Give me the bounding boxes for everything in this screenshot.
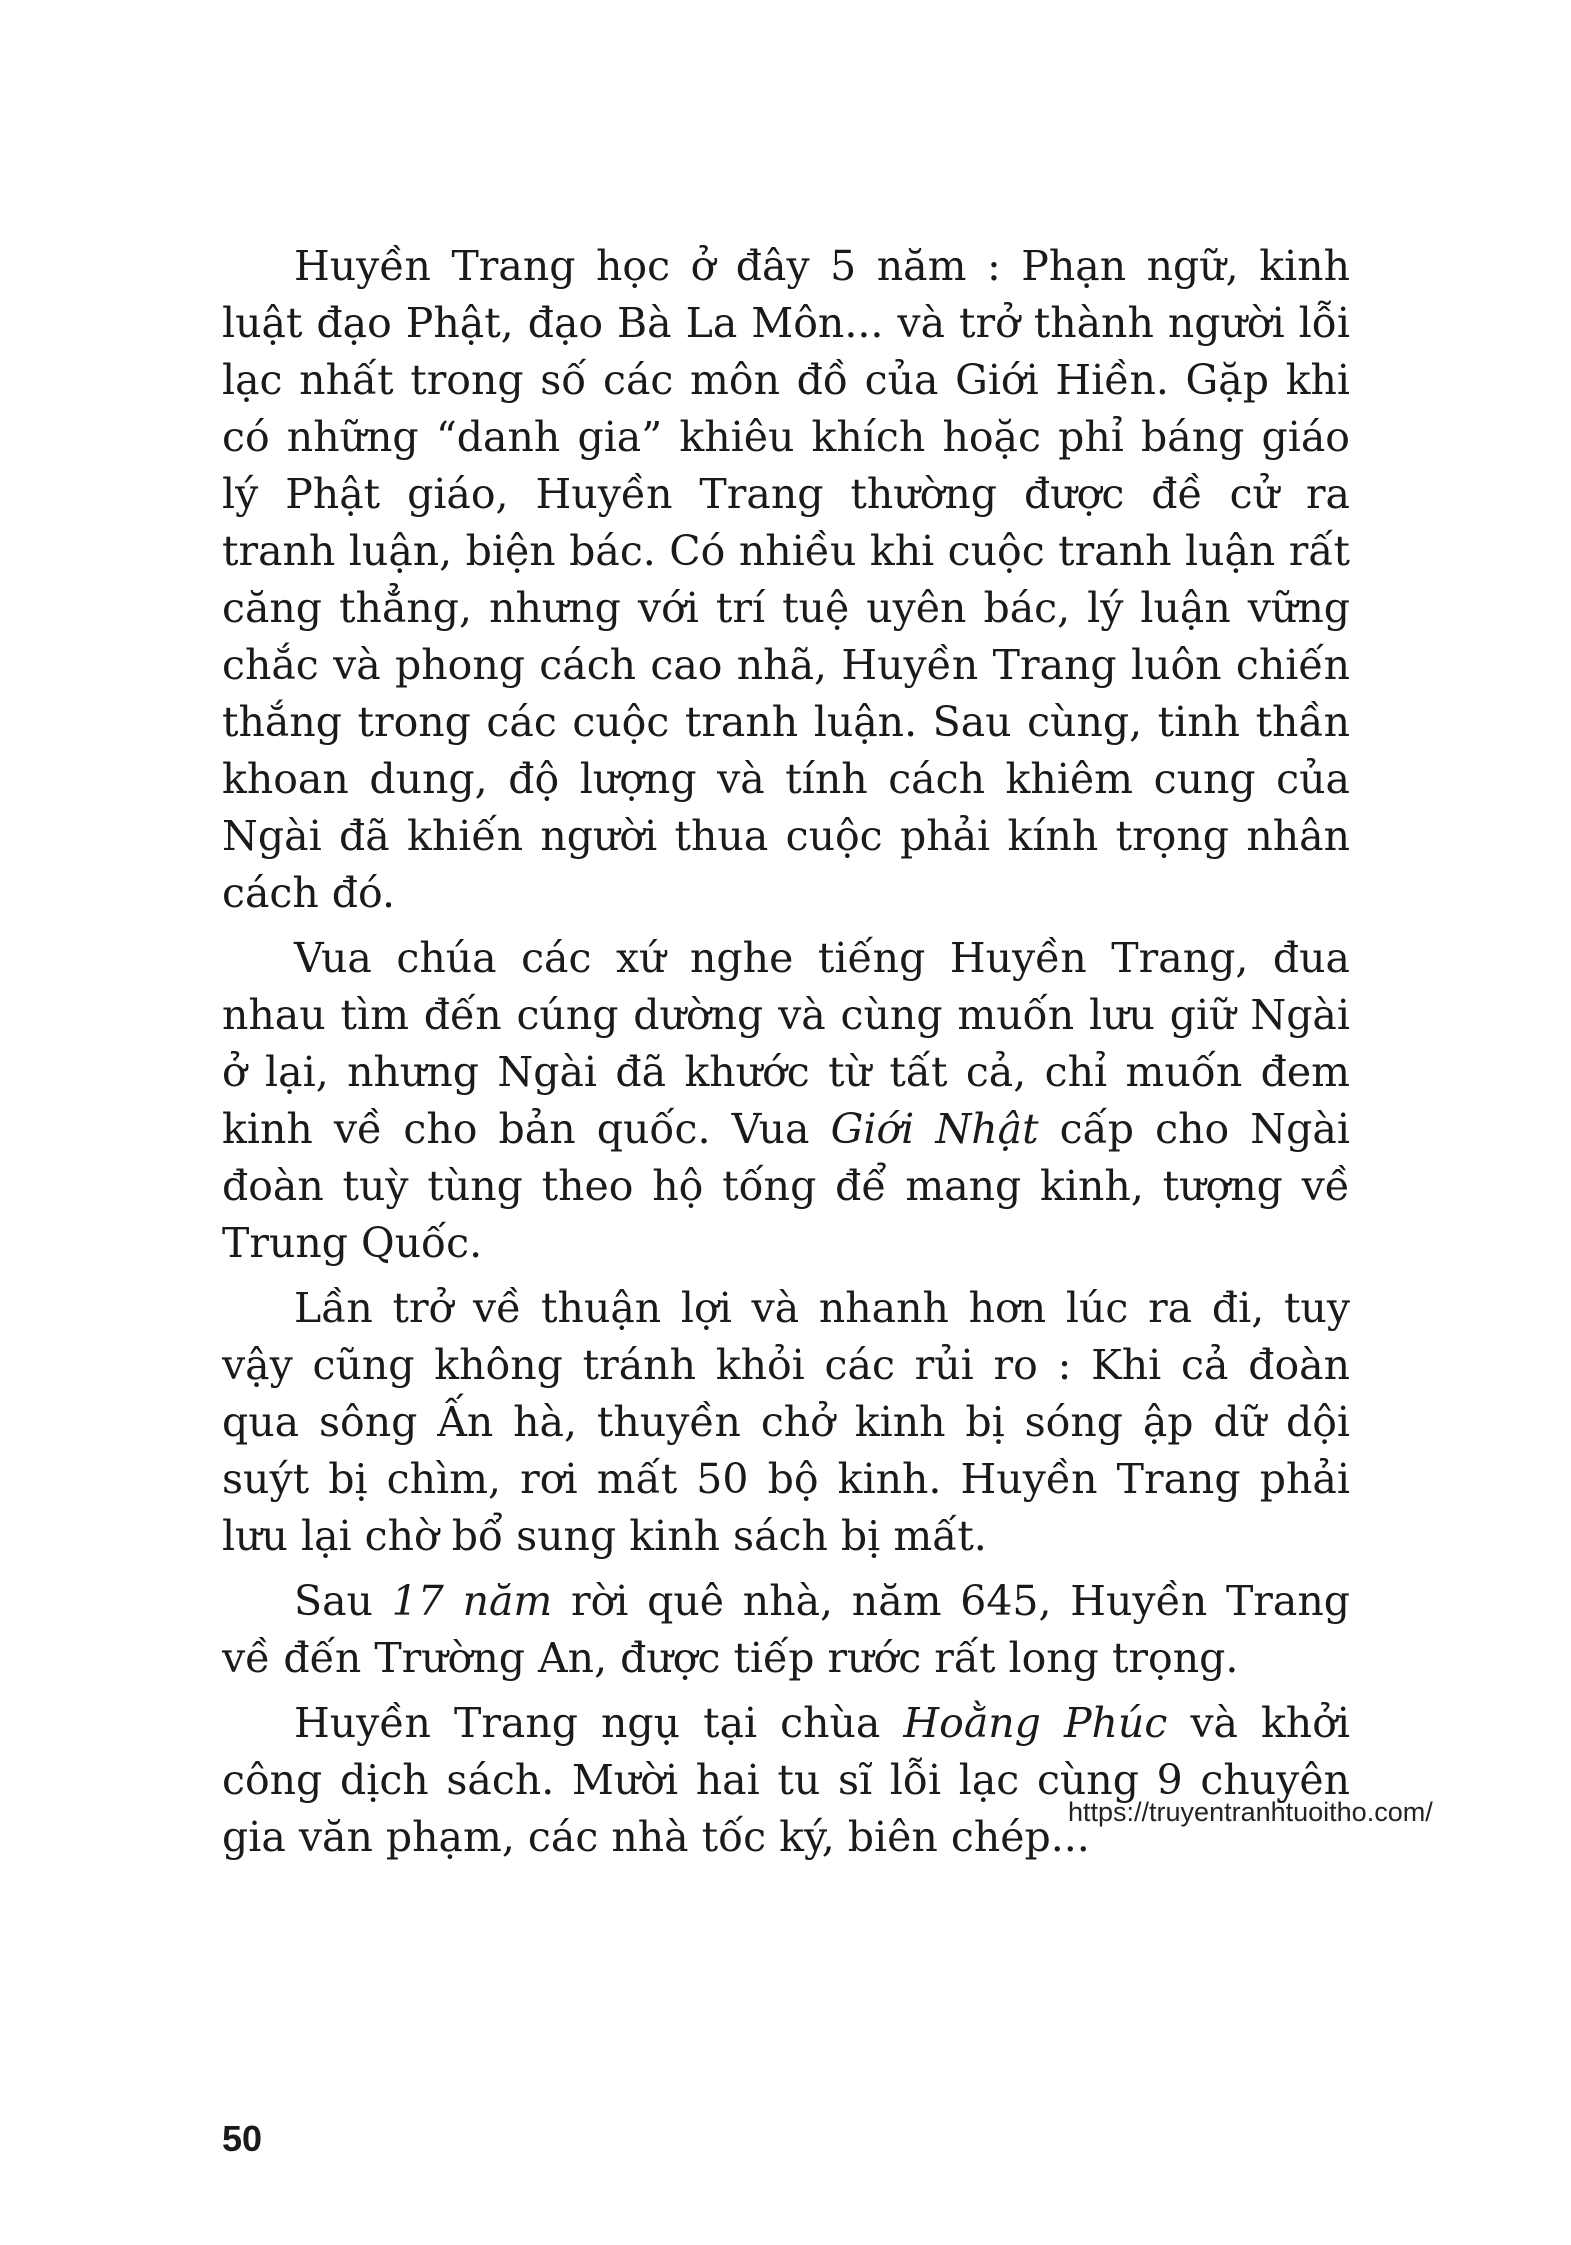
paragraph-5-italic: Hoằng Phúc xyxy=(903,1699,1168,1747)
paragraph-4 xyxy=(222,1573,1350,1687)
watermark-url: https://truyentranhtuoitho.com/ xyxy=(1068,1797,1433,1827)
paragraph-1-text: Huyền Trang học ở đây 5 năm : Phạn ngữ, kinh luật đạo Phật, đạo Bà La Môn... và trở thành người lỗi lạc nhất trong số các môn đồ của Giới Hiền. Gặp khi có những “danh gia” khiêu khích hoặc phỉ báng giáo lý Phật giáo, Huyền Trang thường được đề cử ra tranh luận, biện bác. Có nhiều khi cuộc tranh luận rất căng thẳng, nhưng với trí tuệ uyên bác, lý luận vững chắc và phong cách cao nhã, Huyền Trang luôn chiến thắng trong các cuộc tranh luận. Sau cùng, tinh thần khoan dung, độ lượng và tính cách khiêm cung của Ngài đã khiến người thua cuộc phải kính trọng nhân cách đó. xyxy=(222,242,1350,917)
body-text xyxy=(222,238,1350,1874)
paragraph-2-italic: Giới Nhật xyxy=(830,1105,1039,1153)
paragraph-3 xyxy=(222,1280,1350,1565)
paragraph-5-text-b: và khởi công dịch sách. Mười hai tu sĩ lỗi lạc cùng 9 chuyên gia văn phạm, các nhà tốc ký, biên chép... xyxy=(222,1699,1350,1861)
paragraph-2-text-a: Vua chúa các xứ nghe tiếng Huyền Trang, đua nhau tìm đến cúng dường và cùng muốn lưu giữ Ngài ở lại, nhưng Ngài đã khước từ tất cả, chỉ muốn đem kinh về cho bản quốc. Vua xyxy=(222,934,1350,1153)
paragraph-2 xyxy=(222,930,1350,1272)
paragraph-3-text: Lần trở về thuận lợi và nhanh hơn lúc ra đi, tuy vậy cũng không tránh khỏi các rủi ro : Khi cả đoàn qua sông Ấn hà, thuyền chở kinh bị sóng ập dữ dội suýt bị chìm, rơi mất 50 bộ kinh. Huyền Trang phải lưu lại chờ bổ sung kinh sách bị mất. xyxy=(222,1284,1350,1560)
paragraph-1 xyxy=(222,238,1350,922)
paragraph-5-text-a: Huyền Trang ngụ tại chùa xyxy=(294,1699,904,1747)
paragraph-2-text-b: cấp cho Ngài đoàn tuỳ tùng theo hộ tống để mang kinh, tượng về Trung Quốc. xyxy=(222,1105,1350,1267)
page-number: 50 xyxy=(222,2118,263,2159)
paragraph-4-text-b: rời quê nhà, năm 645, Huyền Trang về đến Trường An, được tiếp rước rất long trọng. xyxy=(222,1577,1350,1682)
paragraph-4-italic: 17 năm xyxy=(391,1577,553,1625)
paragraph-4-text-a: Sau xyxy=(294,1577,392,1625)
paragraph-5 xyxy=(222,1695,1350,1866)
